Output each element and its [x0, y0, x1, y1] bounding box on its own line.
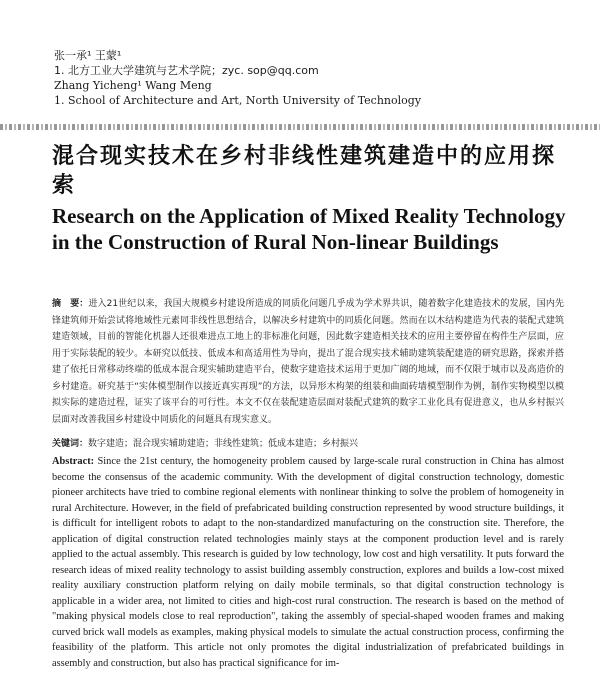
title-english: Research on the Application of Mixed Reality Technology in the Construction of Rural Non-linear Buildings	[52, 204, 566, 254]
scan-artifact-divider	[0, 124, 600, 130]
author-affiliation-cn: 1. 北方工业大学建筑与艺术学院；zyc. sop@qq.com	[54, 64, 319, 77]
abstract-chinese	[52, 296, 564, 428]
abstract-en-label: Abstract:	[52, 456, 95, 467]
title-chinese: 混合现实技术在乡村非线性建筑建造中的应用探索	[52, 144, 557, 198]
author-affiliation-en: 1. School of Architecture and Art, North University of Technology	[54, 94, 422, 107]
keywords-text: 数字建造；混合现实辅助建造；非线性建筑；低成本建造；乡村振兴	[88, 439, 359, 449]
keywords-label: 关键词：	[52, 439, 89, 449]
author-names-en: Zhang Yicheng¹ Wang Meng	[54, 79, 212, 92]
author-block	[54, 48, 574, 108]
abstract-cn-text: 进入21世纪以来，我国大规模乡村建设所造成的同质化问题几乎成为学术界共识，随着数字化建造技术的发展，国内先锋建筑师开始尝试将地域性元素同非线性思想结合，以解决乡村建筑中的同质化问题。然而在以木结构建造为代表的装配式建筑建造领域，目前的智能化机器人还很难进点工地上的非标准化问题，因此数字建造相关技术的应用主要停留在构件生产层面，应用于实际装配的较少。本研究以低技、低成本和高适用性为导向，提出了混合现实技术辅助建筑装配建造的研究思路，探索并搭建了依托日常移动终端的低成本混合现实辅助建造平台，使数字建造技术运用于更加广阔的地域，而不仅限于城市以及高造价的乡村建造。研究基于“实体模型制作以接近真实再现”的方法，以异形木构架的组装和曲面砖墙模型制作为例，制作实物模型以模拟实际的建造过程，证实了该平台的可行性。本文不仅在装配建造层面对装配式建筑的数字工业化具有促进意义，也从乡村振兴层面对改善我国乡村建设中同质化的问题具有现实意义。	[52, 299, 564, 425]
abstract-en-text: Since the 21st century, the homogeneity problem caused by large-scale rural construction in China has almost become the consensus of the academic community. With the development of digital construction technology, domestic pioneer architects have tried to combine regional elements with nonlinear thinking to solve the problem of homogeneity in rural Architecture. However, in the field of prefabricated building construction represented by wood structure buildings, it is difficult for intelligent robots to adapt to the non-standardized manufacturing on the construction site. Therefore, the application of digital construction related technologies mainly stays at the component production level and is rarely applied to the actual assembly. This research is guided by low technology, low cost and high versatility. It puts forward the research ideas of mixed reality technology to assist building assembly construction, explores and builds a low-cost mixed reality auxiliary construction platform relying on daily mobile terminals, so that digital construction technology is applicable in a wider area, not limited to cities and high-cost rural construction. The research is based on the method of "making physical models close to real reproduction", taking the assembly of special-shaped wooden frames and making curved brick wall models as examples, making physical models to simulate the actual construction process, confirming the feasibility of the platform. This article not only promotes the digital industrialization of prefabricated buildings in assembly and construction, but also has practical significance for im-	[52, 456, 564, 669]
keywords-chinese	[52, 436, 564, 452]
abstract-english	[52, 454, 564, 676]
abstract-cn-label: 摘 要：	[52, 299, 89, 309]
author-names-cn: 张一承¹ 王蒙¹	[54, 49, 122, 62]
